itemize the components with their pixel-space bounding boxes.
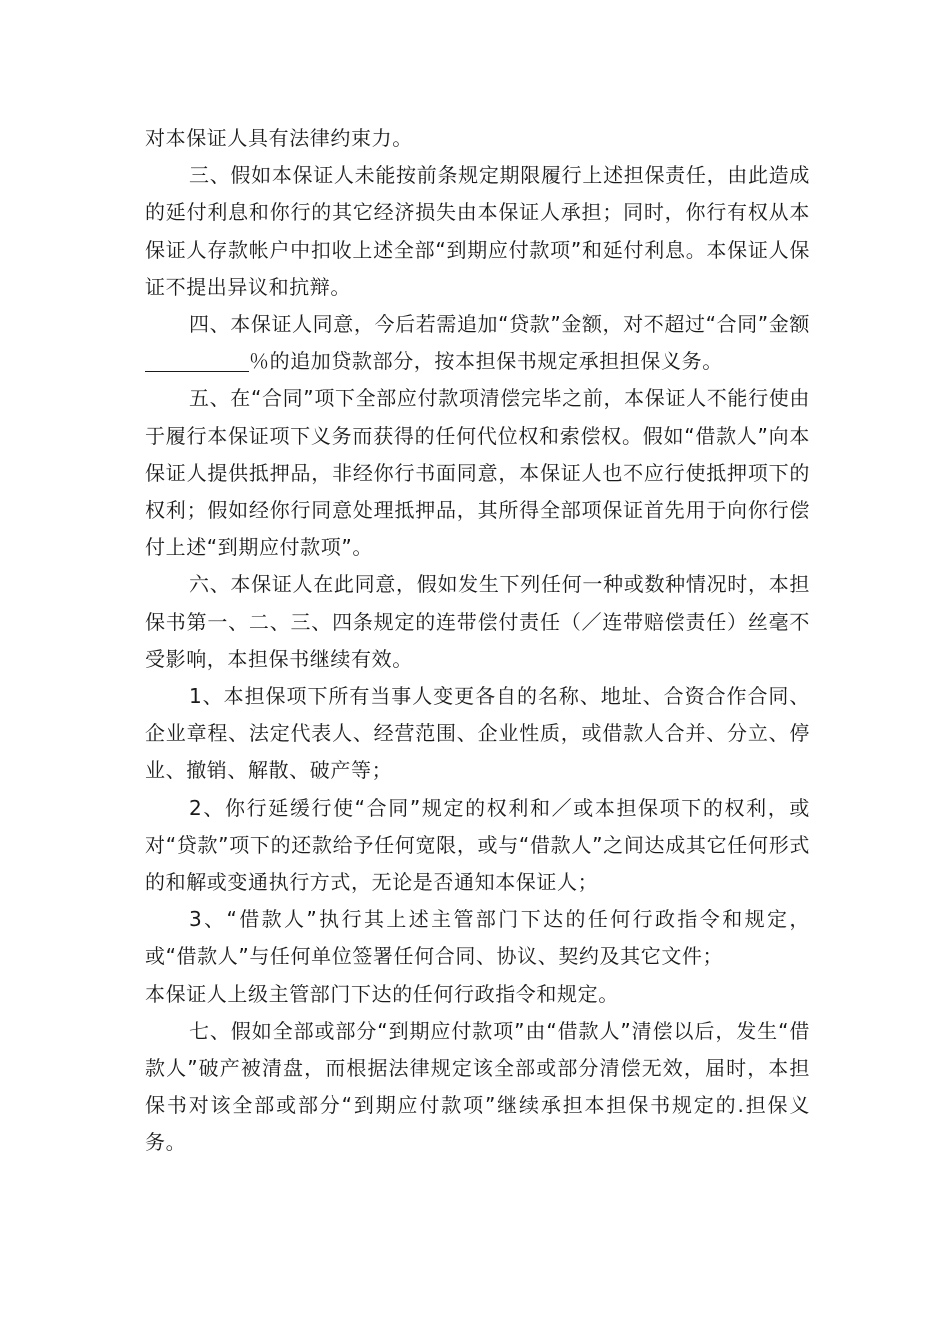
clause-4-text-before-blank: 四、本保证人同意，今后若需追加“贷款”金额，对不超过“合同”金额 <box>189 312 810 337</box>
paragraph-item-1: 1、本担保项下所有当事人变更各自的名称、地址、合资合作合同、企业章程、法定代表人、经营范围、企业性质，或借款人合并、分立、停业、撤销、解散、破产等； <box>145 684 810 783</box>
paragraph-item-3-continuation: 本保证人上级主管部门下达的任何行政指令和规定。 <box>145 981 619 1006</box>
paragraph-continuation: 对本保证人具有法律约束力。 <box>145 126 413 150</box>
paragraph-clause-6: 六、本保证人在此同意，假如发生下列任何一种或数种情况时，本担保书第一、二、三、四条规定的连带偿付责任（／连带赔偿责任）丝毫不受影响，本担保书继续有效。 <box>145 572 810 671</box>
document-body <box>145 120 810 1162</box>
paragraph-clause-7: 七、假如全部或部分“到期应付款项”由“借款人”清偿以后，发生“借款人”破产被清盘，而根据法律规定该全部或部分清偿无效，届时，本担保书对该全部或部分“到期应付款项”继续承担本担保书规定的.担保义务。 <box>145 1018 810 1155</box>
paragraph-item-2: 2、你行延缓行使“合同”规定的权利和／或本担保项下的权利，或对“贷款”项下的还款给予任何宽限，或与“借款人”之间达成其它任何形式的和解或变通执行方式，无论是否通知本保证人； <box>145 795 810 895</box>
paragraph-clause-4 <box>145 306 810 380</box>
paragraph-clause-5: 五、在“合同”项下全部应付款项清偿完毕之前，本保证人不能行使由于履行本保证项下义务而获得的任何代位权和索偿权。假如“借款人”向本保证人提供抵押品，非经你行书面同意，本保证人也不应行使抵押项下的权利；假如经你行同意处理抵押品，其所得全部项保证首先用于向你行偿付上述“到期应付款项”。 <box>145 386 810 560</box>
paragraph-item-3: 3、“借款人”执行其上述主管部门下达的任何行政指令和规定，或“借款人”与任何单位签署任何合同、协议、契约及其它文件； <box>145 907 810 969</box>
percentage-blank <box>145 349 249 372</box>
paragraph-clause-3: 三、假如本保证人未能按前条规定期限履行上述担保责任，由此造成的延付利息和你行的其它经济损失由本保证人承担；同时，你行有权从本保证人存款帐户中扣收上述全部“到期应付款项”和延付利息。本保证人保证不提出异议和抗辩。 <box>145 163 810 299</box>
clause-4-text-after-blank: ％的追加贷款部分，按本担保书规定承担担保义务。 <box>249 349 723 374</box>
